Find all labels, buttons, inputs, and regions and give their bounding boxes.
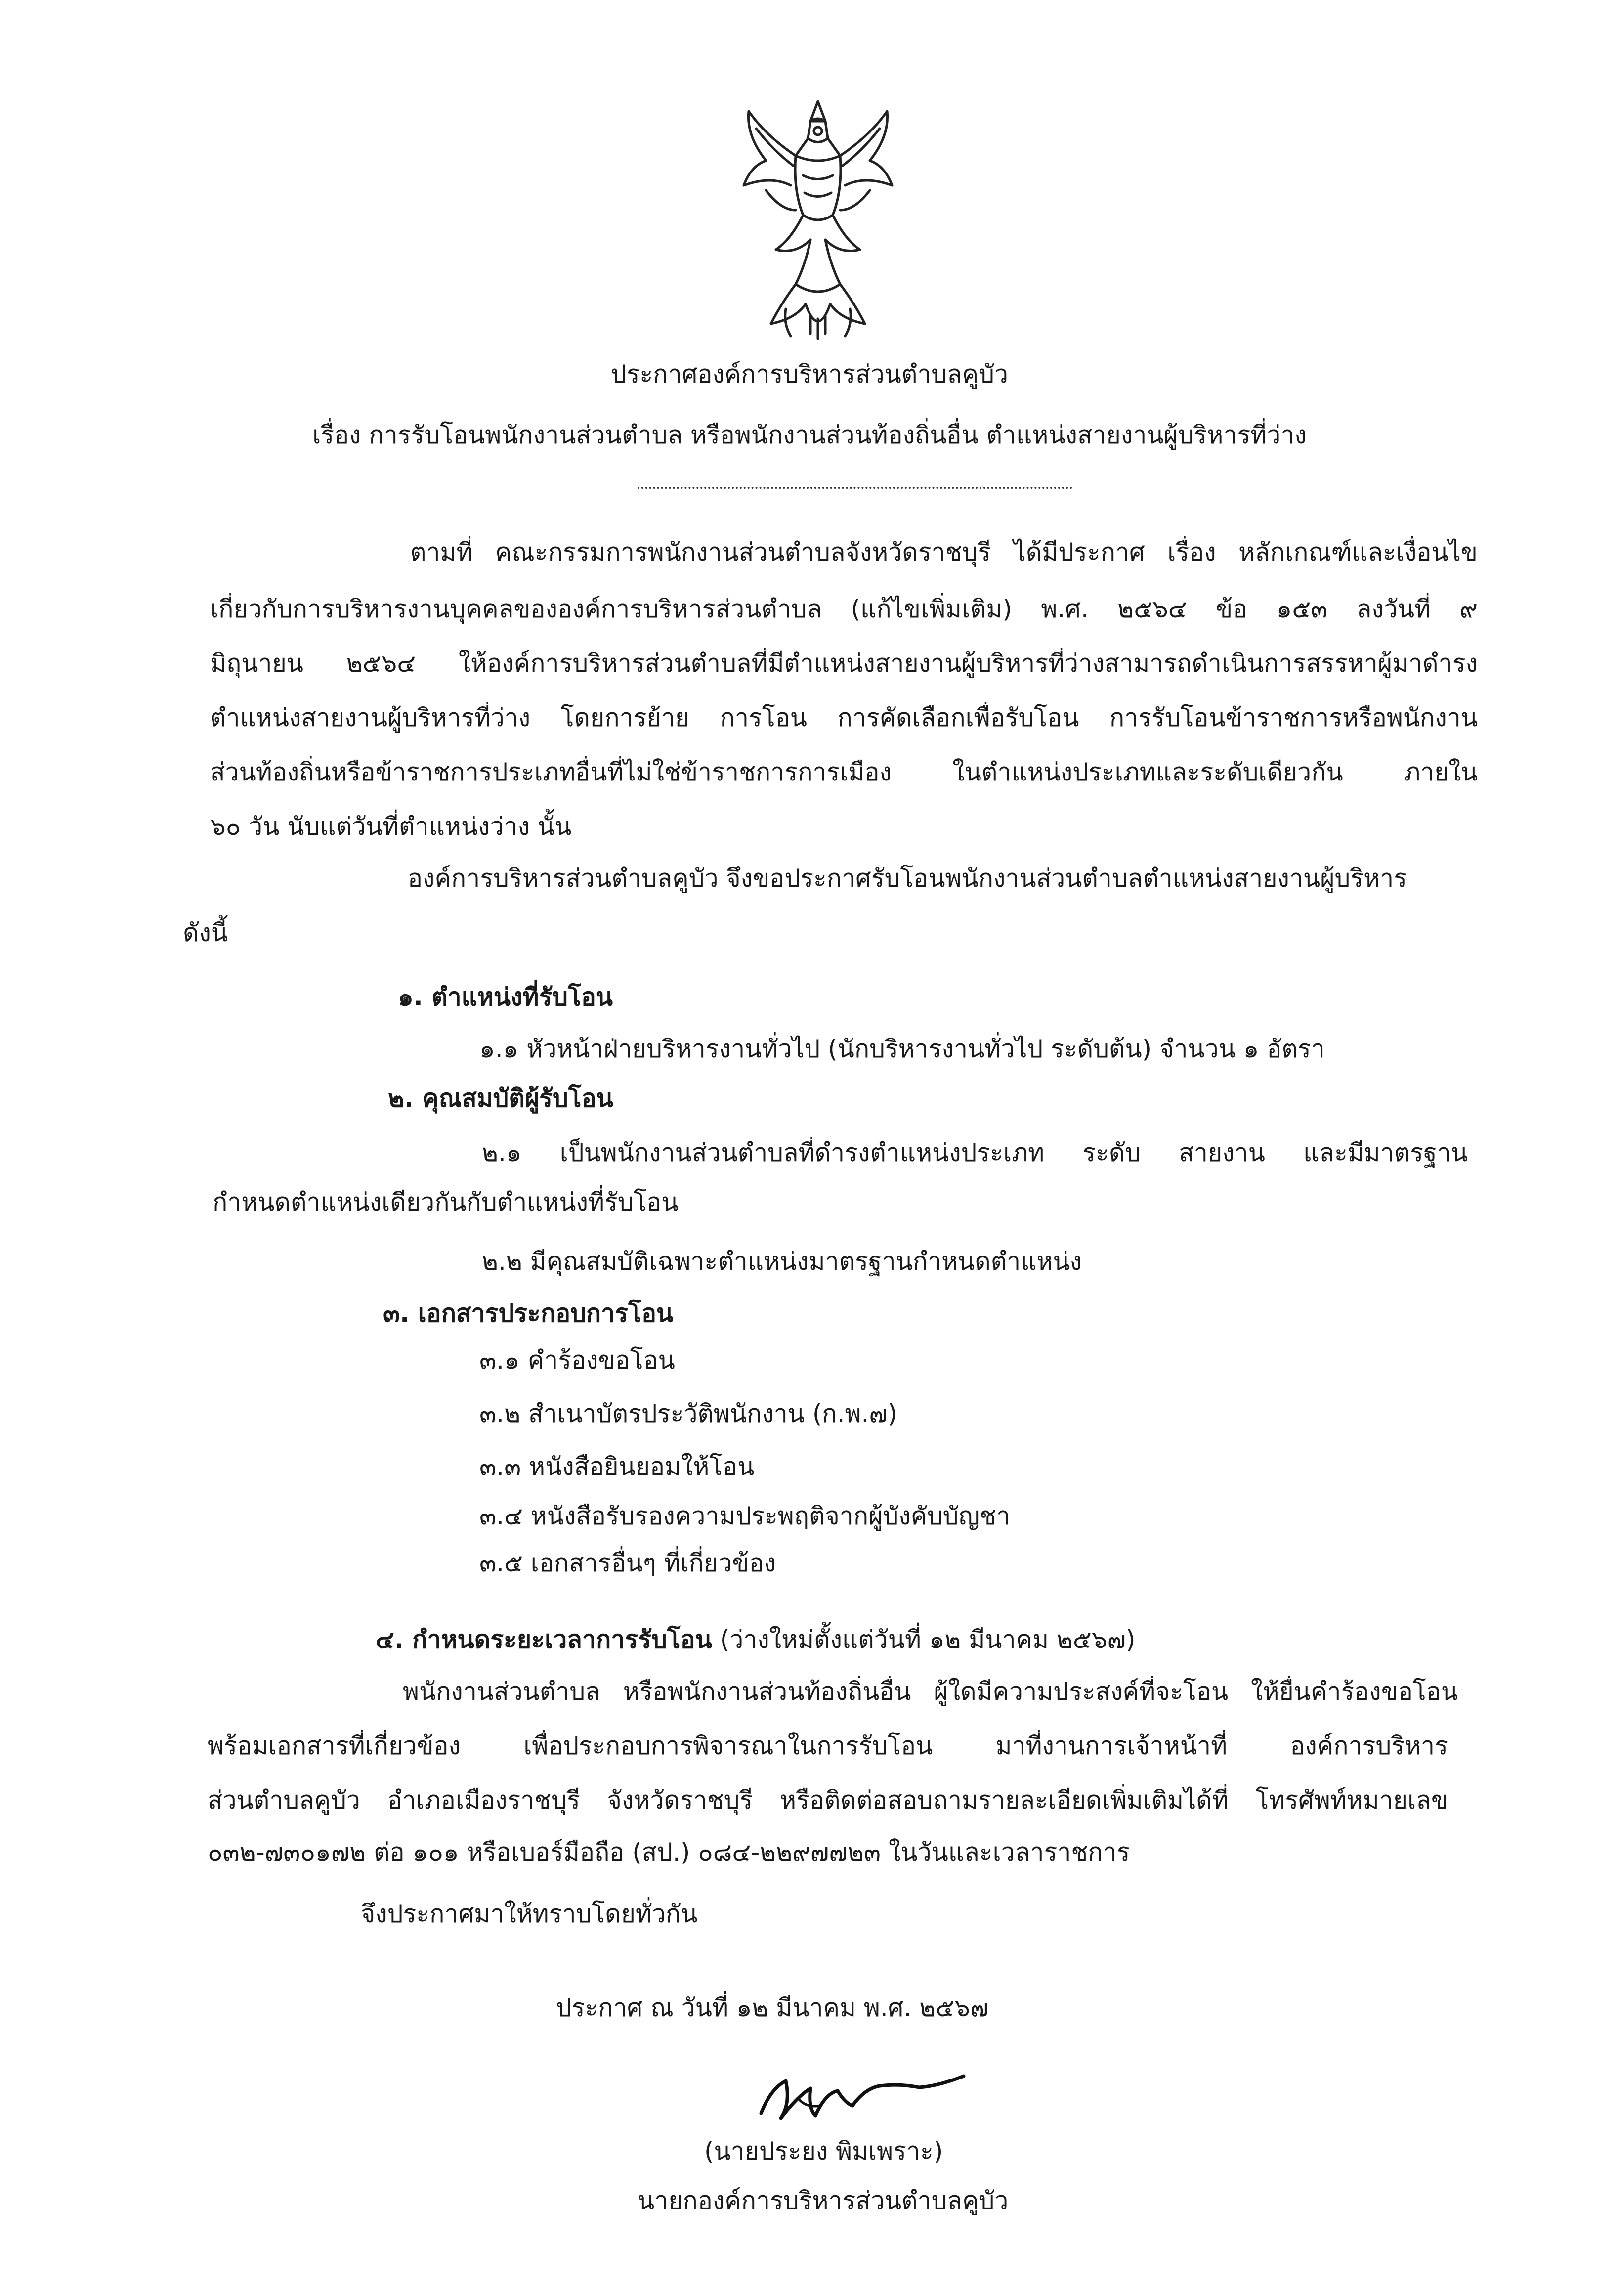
section-2-heading: ๒. คุณสมบัติผู้รับโอน	[388, 1084, 613, 1113]
section-4-heading: ๔. กำหนดระยะเวลาการรับโอน	[376, 1625, 712, 1654]
intro-line-5: ส่วนท้องถิ่นหรือข้าราชการประเภทอื่นที่ไม่ใช่ข้าราชการการเมือง ในตำแหน่งประเภทและระดับเดียวกัน ภายใน	[210, 758, 1478, 786]
section-2-item-1-line-1: ๒.๑ เป็นพนักงานส่วนตำบลที่ดำรงตำแหน่งประเภท ระดับ สายงาน และมีมาตรฐาน	[482, 1138, 1468, 1167]
announce-line-1: องค์การบริหารส่วนตำบลคูบัว จึงขอประกาศรับโอนพนักงานส่วนตำบลตำแหน่งสายงานผู้บริหาร	[408, 864, 1407, 893]
garuda-emblem-icon	[736, 91, 899, 344]
announcement-org-title: ประกาศองค์การบริหารส่วนตำบลคูบัว	[610, 360, 1009, 389]
section-3-item-3: ๓.๓ หนังสือยินยอมให้โอน	[479, 1452, 755, 1481]
section-4-line-2: พร้อมเอกสารที่เกี่ยวข้อง เพื่อประกอบการพิจารณาในการรับโอน มาที่งานการเจ้าหน้าที่ องค์การบริหาร	[208, 1732, 1448, 1760]
section-4-line-4: ๐๓๒-๗๓๐๑๗๒ ต่อ ๑๐๑ หรือเบอร์มือถือ (สป.) ๐๘๔-๒๒๙๗๗๒๓ ในวันและเวลาราชการ	[208, 1838, 1130, 1866]
announcement-subject: เรื่อง การรับโอนพนักงานส่วนตำบล หรือพนักงานส่วนท้องถิ่นอื่น ตำแหน่งสายงานผู้บริหารที่ว่าง	[312, 421, 1307, 449]
signature-icon	[751, 2059, 983, 2133]
announcement-date: ประกาศ ณ วันที่ ๑๒ มีนาคม พ.ศ. ๒๕๖๗	[556, 1993, 989, 2022]
section-2-item-1-line-2: กำหนดตำแหน่งเดียวกันกับตำแหน่งที่รับโอน	[213, 1188, 679, 1216]
section-4-line-1: พนักงานส่วนตำบล หรือพนักงานส่วนท้องถิ่นอื่น ผู้ใดมีความประสงค์ที่จะโอน ให้ยื่นคำร้องขอโอน	[403, 1677, 1458, 1706]
section-3-heading: ๓. เอกสารประกอบการโอน	[383, 1299, 674, 1328]
section-3-item-4: ๓.๔ หนังสือรับรองความประพฤติจากผู้บังคับบัญชา	[479, 1502, 1011, 1530]
title-divider	[638, 487, 1072, 489]
section-4-line-3: ส่วนตำบลคูบัว อำเภอเมืองราชบุรี จังหวัดราชบุรี หรือติดต่อสอบถามรายละเอียดเพิ่มเติมได้ที่ โทรศัพท์หมายเลข	[208, 1786, 1448, 1815]
closing-statement: จึงประกาศมาให้ทราบโดยทั่วกัน	[361, 1900, 698, 1928]
intro-line-4: ตำแหน่งสายงานผู้บริหารที่ว่าง โดยการย้าย การโอน การคัดเลือกเพื่อรับโอน การรับโอนข้าราชการหรือพนักงาน	[210, 703, 1478, 732]
section-3-item-5: ๓.๕ เอกสารอื่นๆ ที่เกี่ยวข้อง	[479, 1549, 776, 1577]
signer-title: นายกองค์การบริหารส่วนตำบลคูบัว	[638, 2186, 1009, 2215]
intro-line-1: ตามที่ คณะกรรมการพนักงานส่วนตำบลจังหวัดราชบุรี ได้มีประกาศ เรื่อง หลักเกณฑ์และเงื่อนไข	[410, 538, 1478, 566]
section-4-heading-note: (ว่างใหม่ตั้งแต่วันที่ ๑๒ มีนาคม ๒๕๖๗)	[720, 1625, 1136, 1654]
intro-line-3: มิถุนายน ๒๕๖๔ ให้องค์การบริหารส่วนตำบลที่มีตำแหน่งสายงานผู้บริหารที่ว่างสามารถดำเนินการสรรหาผู้มาดำรง	[210, 649, 1478, 678]
section-4-heading-line	[376, 1624, 1136, 1655]
intro-line-2: เกี่ยวกับการบริหารงานบุคคลขององค์การบริหารส่วนตำบล (แก้ไขเพิ่มเติม) พ.ศ. ๒๕๖๔ ข้อ ๑๕๓ ลงวันที่ ๙	[210, 595, 1478, 623]
announce-line-2: ดังนี้	[183, 918, 228, 947]
signer-name: (นายประยง พิมเพราะ)	[704, 2137, 943, 2166]
section-1-item: ๑.๑ หัวหน้าฝ่ายบริหารงานทั่วไป (นักบริหารงานทั่วไป ระดับต้น) จำนวน ๑ อัตรา	[479, 1035, 1325, 1063]
section-1-heading: ๑. ตำแหน่งที่รับโอน	[398, 983, 613, 1011]
section-3-item-1: ๓.๑ คำร้องขอโอน	[479, 1346, 675, 1375]
section-2-item-2: ๒.๒ มีคุณสมบัติเฉพาะตำแหน่งมาตรฐานกำหนดตำแหน่ง	[482, 1247, 1082, 1276]
intro-line-6: ๖๐ วัน นับแต่วันที่ตำแหน่งว่าง นั้น	[210, 812, 572, 841]
section-3-item-2: ๓.๒ สำเนาบัตรประวัติพนักงาน (ก.พ.๗)	[479, 1399, 897, 1428]
